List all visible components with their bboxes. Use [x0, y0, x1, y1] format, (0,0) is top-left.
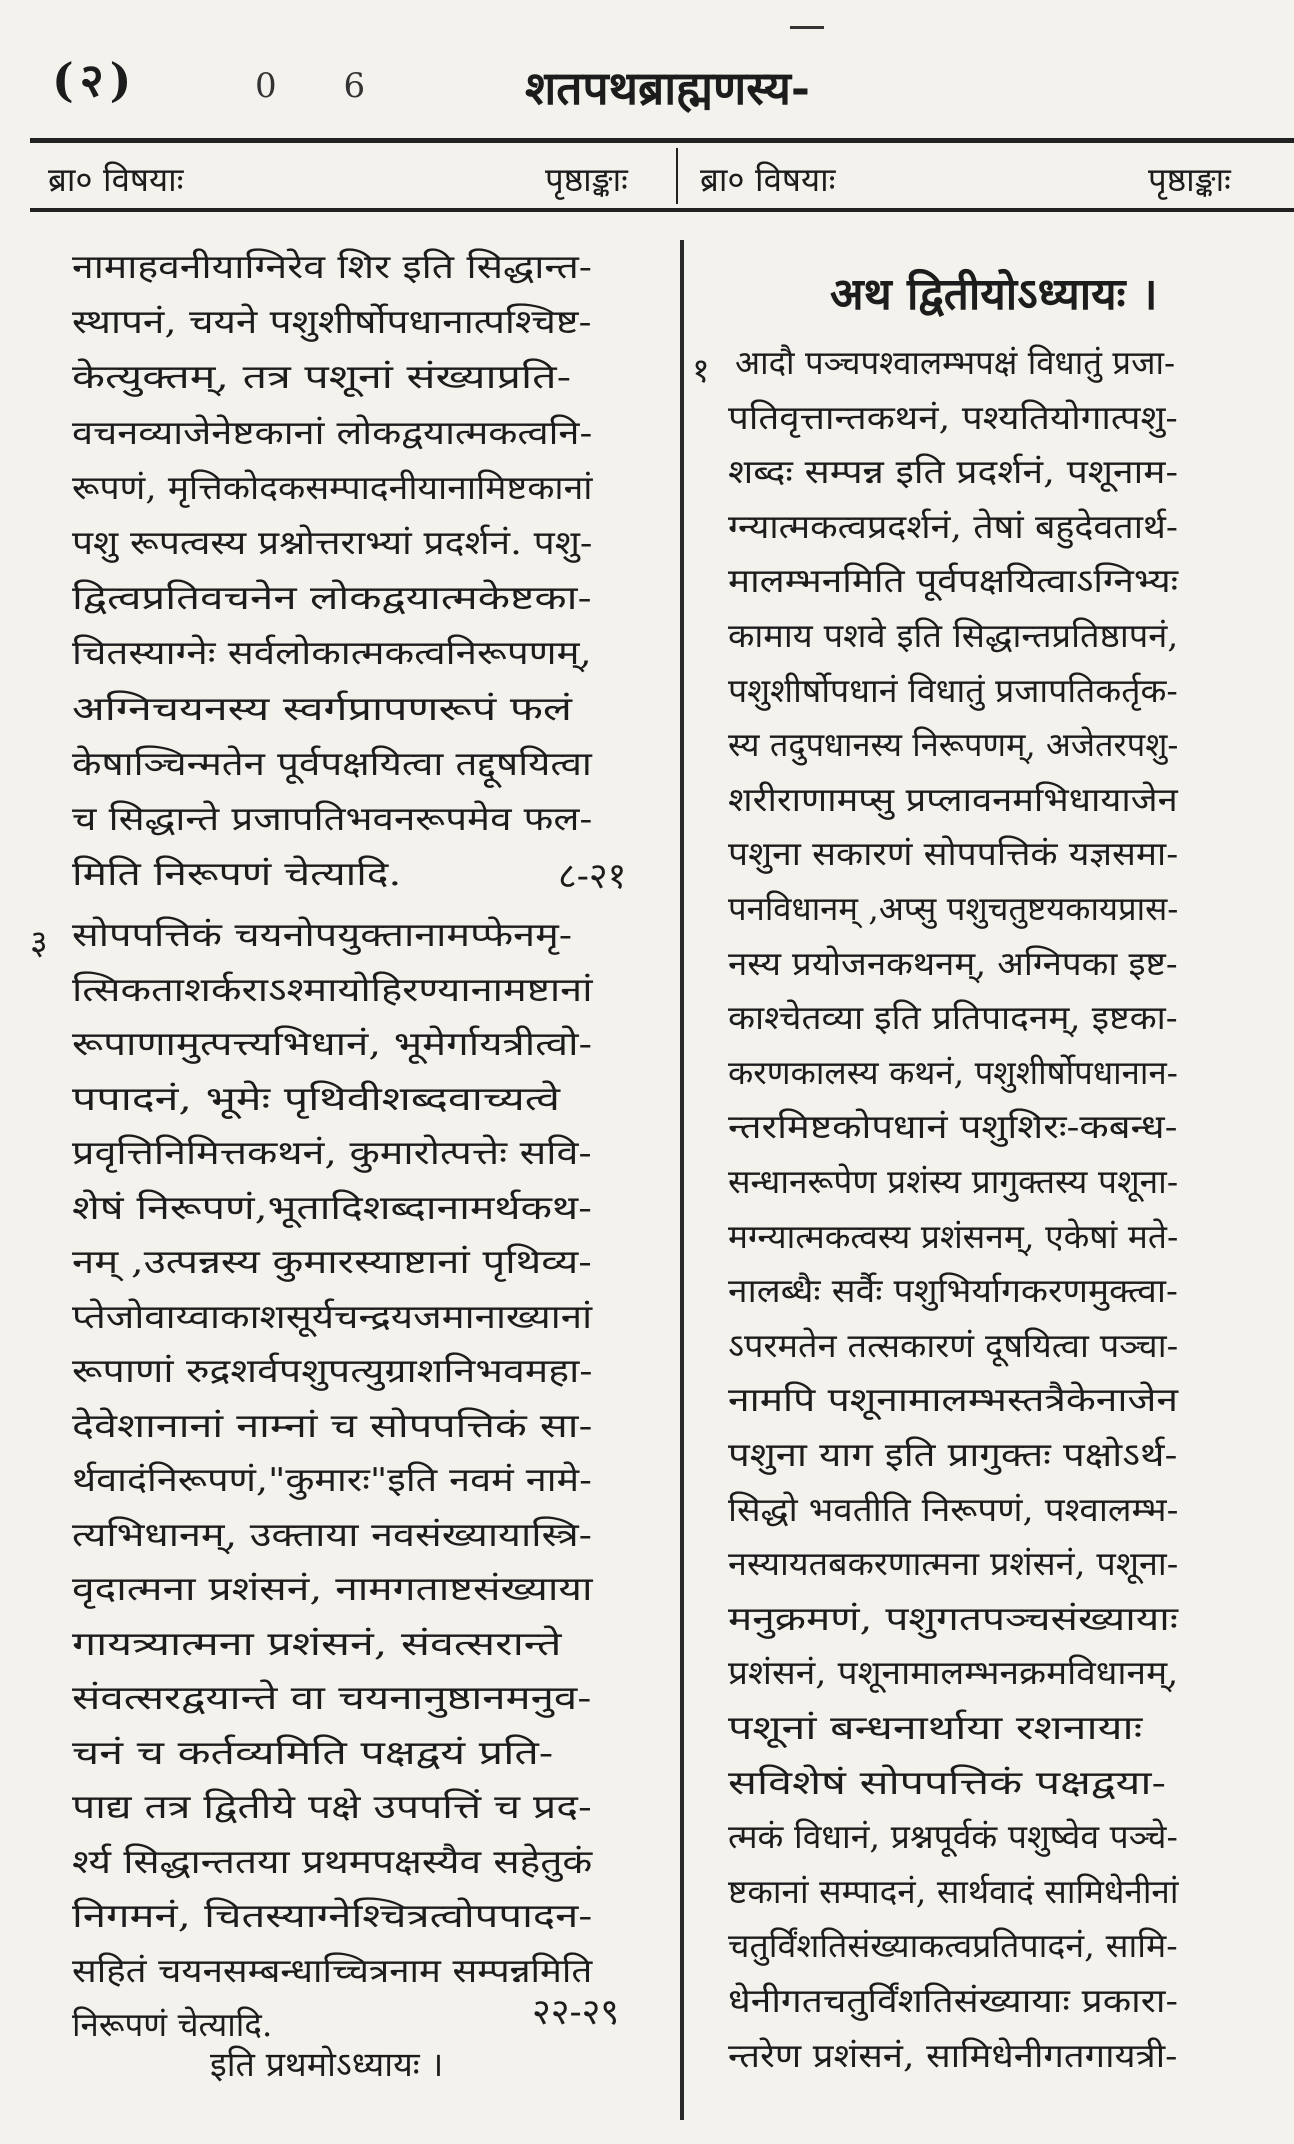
text-line: करणकालस्य कथनं, पशुशीर्षोपधानान-: [728, 1052, 1178, 1092]
text-line: देवेशानानां नाम्नां च सोपपत्तिकं सा-: [72, 1405, 593, 1445]
text-line: च सिद्धान्ते प्रजापतिभवनरूपमेव फल-: [72, 799, 593, 838]
text-line: पशु रूपत्वस्य प्रश्नोत्तराभ्यां प्रदर्शनं. पशु-: [72, 523, 593, 562]
text-line: वृदात्मना प्रशंसनं, नामगताष्टसंख्याया: [72, 1569, 593, 1608]
text-line: ष्टकानां सम्पादनं, सार्थवादं सामिधेनीनां: [728, 1871, 1179, 1911]
text-line: स्य तदुपधानस्य निरूपणम्, अजेतरपशु-: [728, 725, 1179, 765]
text-line: मालम्भनमिति पूर्वपक्षयित्वाऽग्निभ्यः: [728, 561, 1179, 601]
text-line: र्थवादंनिरूपणं,"कुमारः"इति नवमं नामे-: [72, 1460, 592, 1499]
text-line: केत्युक्तम्, तत्र पशूनां संख्याप्रति-: [72, 357, 572, 397]
text-line: मनुक्रमणं, पशुगतपञ्चसंख्यायाः: [728, 1598, 1178, 1638]
text-line: द्वित्वप्रतिवचनेन लोकद्वयात्मकेष्टका-: [72, 578, 592, 618]
text-line: ऽपरमतेन तत्सकारणं दूषयित्वा पञ्चा-: [728, 1325, 1179, 1365]
text-line: सन्धानरूपेण प्रशंस्य प्रागुक्तस्य पशूना-: [728, 1162, 1179, 1201]
text-line: चनं च कर्तव्यमिति पक्षद्वयं प्रति-: [72, 1732, 554, 1772]
text-line: पतिवृत्तान्तकथनं, पश्यतियोगात्पशु-: [728, 397, 1178, 437]
text-line: आदौ पञ्चपश्वालम्भपक्षं विधातुं प्रजा-: [735, 343, 1176, 382]
text-line: मिति निरूपणं चेत्यादि.: [72, 854, 402, 894]
text-line: चितस्याग्नेः सर्वलोकात्मकत्वनिरूपणम्,: [72, 633, 592, 673]
text-line: प्तेजोवाय्वाकाशसूर्यचन्द्रयजमानाख्यानां: [72, 1296, 593, 1336]
text-line: नालब्धैः सर्वैः पशुभिर्यागकरणमुक्त्वा-: [728, 1271, 1178, 1311]
text-line: पशूनां बन्धनार्थाया रशनायाः: [728, 1708, 1143, 1747]
text-line: चतुर्विंशतिसंख्याकत्वप्रतिपादनं, सामि-: [728, 1926, 1178, 1966]
text-line: नामपि पशूनामालम्भस्तत्रैकेनाजेन: [728, 1380, 1179, 1420]
item-number: ३: [30, 923, 48, 963]
text-line: शेषं निरूपणं,भूतादिशब्दानामर्थकथ-: [72, 1187, 592, 1227]
text-line: निगमनं, चितस्याग्नेश्चित्रत्वोपपादन-: [72, 1896, 593, 1935]
chapter-title: अथ द्वितीयोऽध्यायः ।: [830, 269, 1158, 320]
page-range: २२-२९: [532, 1992, 620, 2033]
text-line: शरीराणामप्सु प्रप्लावनमभिधायाजेन: [728, 779, 1178, 819]
page-header: [0, 20, 1294, 115]
left-col-subject-header: ब्रा० विषयाः: [48, 160, 184, 199]
text-line: वचनव्याजेनेष्टकानां लोकद्वयात्मकत्वनि-: [72, 412, 593, 452]
text-line: नामाहवनीयाग्निरेव शिर इति सिद्धान्त-: [72, 247, 592, 286]
header-bottom-rule: [30, 208, 1294, 212]
text-line: काश्चेतव्या इति प्रतिपादनम्, इष्टका-: [728, 998, 1178, 1038]
text-line: कामाय पशवे इति सिद्धान्तप्रतिष्ठापनं,: [728, 616, 1179, 655]
text-line: निरूपणं चेत्यादि.: [72, 2005, 273, 2044]
text-line: केषाञ्चिन्मतेन पूर्वपक्षयित्वा तद्दूषयित्वा: [72, 743, 592, 783]
text-line: रूपाणामुत्पत्त्यभिधानं, भूमेर्गायत्रीत्वो-: [72, 1024, 593, 1063]
column-divider: [680, 240, 684, 2120]
top-rule: [30, 138, 1294, 143]
text-line: ग्न्यात्मकत्वप्रदर्शनं, तेषां बहुदेवतार्थ-: [728, 506, 1178, 546]
text-line: रूपणं, मृत्तिकोदकसम्पादनीयानामिष्टकानां: [72, 467, 593, 507]
text-line: त्सिकताशर्कराऽश्मायोहिरण्यानामष्टानां: [72, 969, 593, 1009]
text-line: पाद्य तत्र द्वितीये पक्षे उपपत्तिं च प्रद-: [72, 1787, 592, 1826]
chapter-end-text: इति प्रथमोऽध्यायः ।: [210, 2045, 444, 2085]
text-line: सविशेषं सोपपत्तिकं पक्षद्वया-: [728, 1762, 1167, 1802]
text-line: रूपाणां रुद्रशर्वपशुपत्युग्राशनिभवमहा-: [72, 1351, 593, 1390]
text-line: गायत्र्यात्मना प्रशंसनं, संवत्सरान्ते: [72, 1623, 562, 1663]
page-range: ८-२१: [558, 856, 627, 897]
text-line: न्तरमिष्टकोपधानं पशुशिरः-कबन्ध-: [728, 1107, 1178, 1147]
text-line: प्रवृत्तिनिमित्तकथनं, कुमारोत्पत्तेः सवि-: [72, 1133, 592, 1172]
text-line: पनविधानम् ,अप्सु पशुचतुष्टयकायप्रास-: [728, 889, 1179, 928]
text-line: प्रशंसनं, पशूनामालम्भनक्रमविधानम्,: [728, 1653, 1179, 1693]
text-line: शब्दः सम्पन्न इति प्रदर्शनं, पशूनाम-: [728, 452, 1179, 492]
text-line: पशुना याग इति प्रागुक्तः पक्षोऽर्थ-: [728, 1435, 1178, 1474]
text-line: पपादनं, भूमेः पृथिवीशब्दवाच्यत्वे: [72, 1078, 560, 1118]
right-col-subject-header: ब्रा० विषयाः: [700, 160, 836, 199]
text-line: सिद्धो भवतीति निरूपणं, पश्वालम्भ-: [728, 1489, 1179, 1529]
text-line: नस्य प्रयोजनकथनम्, अग्निपका इष्ट-: [728, 943, 1178, 983]
page-number: (२): [52, 53, 138, 107]
ink-mark: [790, 26, 824, 29]
handwritten-mark: 0 6: [255, 66, 394, 106]
text-line: अग्निचयनस्य स्वर्गप्रापणरूपं फलं: [72, 688, 572, 728]
text-line: नस्यायतबकरणात्मना प्रशंसनं, पशूना-: [728, 1544, 1179, 1584]
header-separator: [676, 148, 678, 204]
text-line: संवत्सरद्वयान्ते वा चयनानुष्ठानमनुव-: [72, 1678, 592, 1717]
text-line: र्श्य सिद्धान्ततया प्रथमपक्षस्यैव सहेतुकं: [72, 1841, 593, 1881]
text-line: त्यभिधानम्, उक्ताया नवसंख्यायास्त्रि-: [72, 1514, 593, 1554]
text-line: पशुना सकारणं सोपपत्तिकं यज्ञसमा-: [728, 834, 1179, 874]
text-line: नम् ,उत्पन्नस्य कुमारस्याष्टानां पृथिव्य-: [72, 1242, 592, 1281]
text-line: त्मकं विधानं, प्रश्नपूर्वकं पशुष्वेव पञ्चे-: [728, 1817, 1178, 1857]
running-title: शतपथब्राह्मणस्य-: [525, 61, 810, 115]
text-line: स्थापनं, चयने पशुशीर्षोपधानात्पश्चिष्ट-: [72, 302, 592, 342]
left-col-page-header: पृष्ठाङ्काः: [545, 160, 628, 199]
text-line: सोपपत्तिकं चयनोपयुक्तानामप्फेनमृ-: [72, 915, 573, 954]
text-line: धेनीगतचतुर्विंशतिसंख्यायाः प्रकारा-: [728, 1981, 1179, 2020]
item-number: १: [692, 351, 710, 391]
text-line: न्तरेण प्रशंसनं, सामिधेनीगतगायत्री-: [728, 2035, 1178, 2075]
text-line: मग्न्यात्मकत्वस्य प्रशंसनम्, एकेषां मते-: [728, 1216, 1179, 1256]
right-col-page-header: पृष्ठाङ्काः: [1148, 160, 1231, 199]
text-line: सहितं चयनसम्बन्धाच्चित्रनाम सम्पन्नमिति: [72, 1950, 593, 1990]
text-line: पशुशीर्षोपधानं विधातुं प्रजापतिकर्तृक-: [728, 670, 1178, 710]
